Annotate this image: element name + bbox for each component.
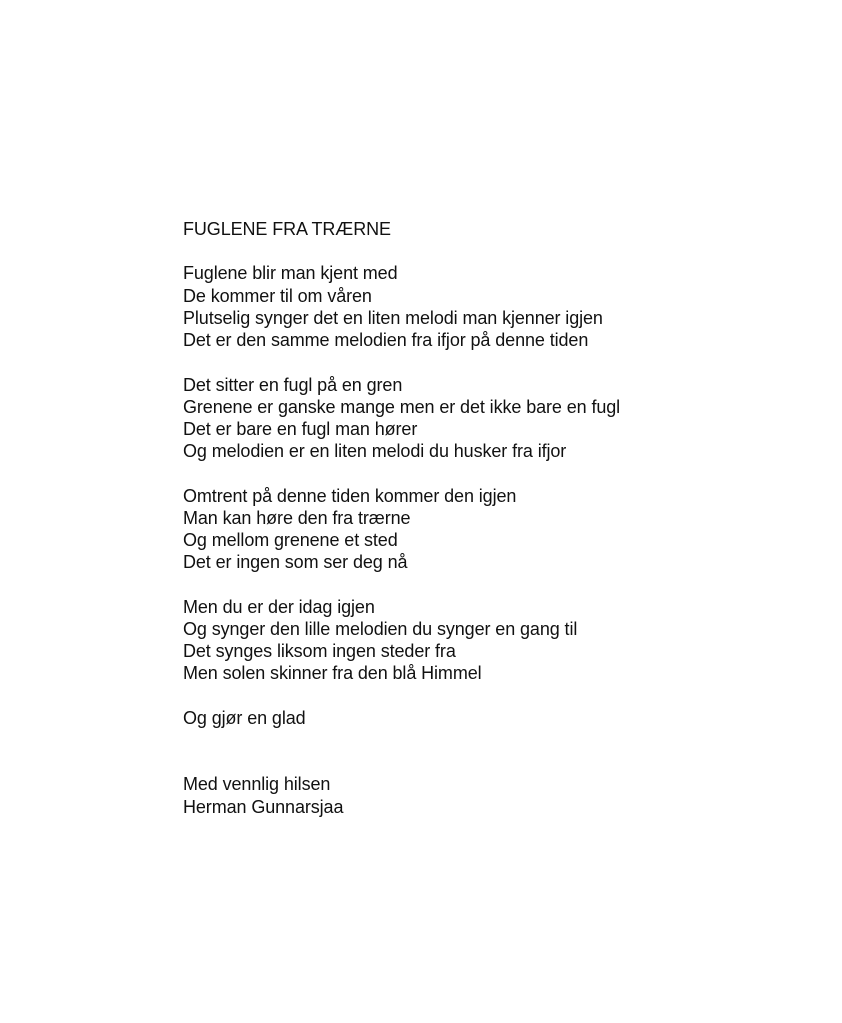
poem-title: FUGLENE FRA TRÆRNE <box>183 219 391 239</box>
stanza-1 <box>183 262 743 351</box>
stanza-4 <box>183 596 743 685</box>
poem-line: Det er ingen som ser deg nå <box>183 552 408 573</box>
stanza-5 <box>183 707 743 729</box>
poem-line: Men solen skinner fra den blå Himmel <box>183 663 482 684</box>
poem-line: Det er den samme melodien fra ifjor på denne tiden <box>183 330 589 351</box>
closing-greeting: Med vennlig hilsen <box>183 774 331 795</box>
poem-line: Man kan høre den fra trærne <box>183 507 411 528</box>
poem-line: Og gjør en glad <box>183 707 306 728</box>
poem <box>183 218 743 818</box>
poem-line: Men du er der idag igjen <box>183 596 375 617</box>
author-name: Herman Gunnarsjaa <box>183 796 344 817</box>
stanza-2 <box>183 374 743 463</box>
poem-line: Omtrent på denne tiden kommer den igjen <box>183 485 517 506</box>
poem-line: Og melodien er en liten melodi du husker fra ifjor <box>183 441 567 462</box>
poem-line: Og synger den lille melodien du synger en gang til <box>183 618 578 639</box>
signature-block <box>183 773 743 817</box>
poem-line: Grenene er ganske mange men er det ikke bare en fugl <box>183 396 621 417</box>
poem-line: Det er bare en fugl man hører <box>183 418 418 439</box>
poem-line: Det sitter en fugl på en gren <box>183 374 403 395</box>
poem-line: De kommer til om våren <box>183 285 372 306</box>
stanza-3 <box>183 485 743 574</box>
poem-line: Plutselig synger det en liten melodi man kjenner igjen <box>183 307 603 328</box>
poem-line: Det synges liksom ingen steder fra <box>183 641 456 661</box>
poem-line: Og mellom grenene et sted <box>183 529 398 550</box>
poem-line: Fuglene blir man kjent med <box>183 263 398 284</box>
